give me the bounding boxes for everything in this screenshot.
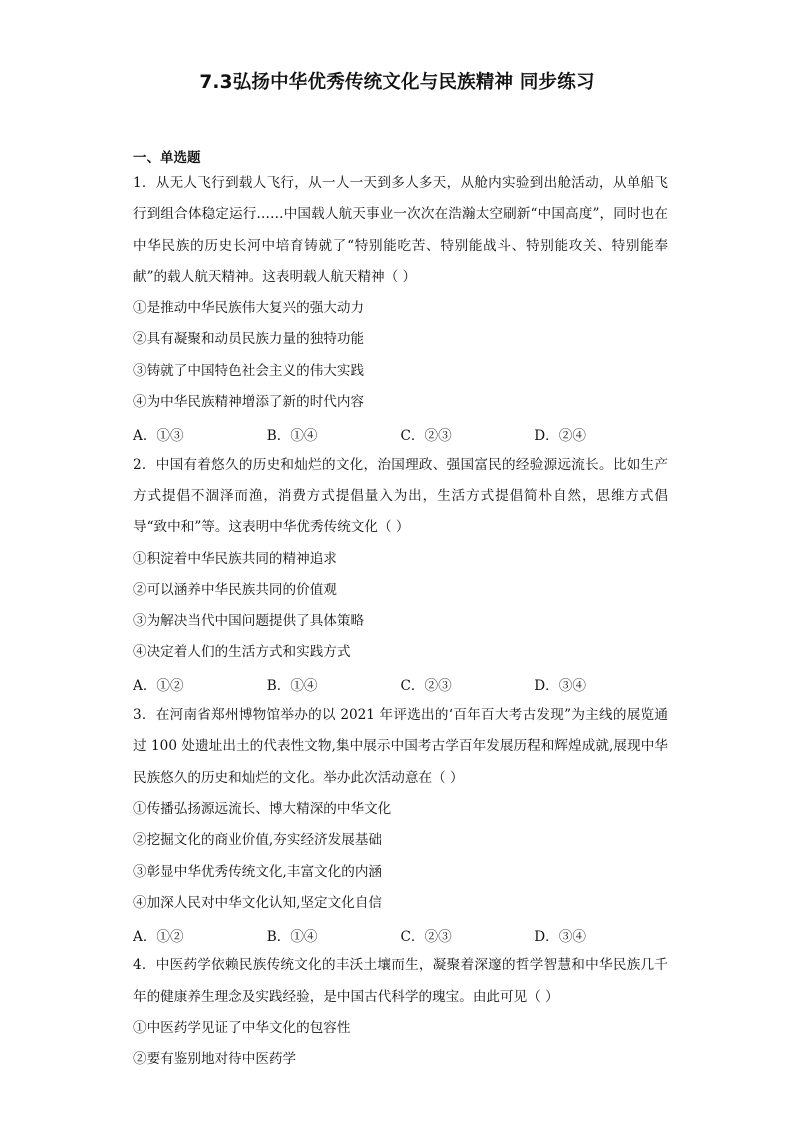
question-stem: 4．中医药学依赖民族传统文化的丰沃土壤而生，凝聚着深邃的哲学智慧和中华民族几千年的健康养生理念及实践经验，是中国古代科学的瑰宝。由此可见（ ） — [133, 957, 668, 1005]
statement-option: ①传播弘扬源远流长、博大精深的中华文化 — [133, 800, 392, 817]
choice-b[interactable]: B．①④ — [266, 678, 318, 695]
statement-option: ②可以涵养中华民族共同的价值观 — [133, 581, 337, 598]
question-1 — [133, 168, 668, 450]
choice-c[interactable]: C．②③ — [400, 928, 452, 945]
choice-b[interactable]: B．①④ — [266, 428, 318, 445]
choice-b[interactable]: B．①④ — [266, 928, 318, 945]
statement-option: ①是推动中华民族伟大复兴的强大动力 — [133, 300, 365, 317]
choice-a[interactable]: A．①② — [133, 928, 184, 945]
statement-option: ①积淀着中华民族共同的精神追求 — [133, 550, 337, 567]
question-stem: 3．在河南省郑州博物馆举办的以 2021 年评选出的‘百年百大考古发现”为主线的展览通过 100 处遗址出土的代表性文物,集中展示中国考古学百年发展历程和辉煌成就,展现中华民族悠久的历史和灿烂的文化。举办此次活动意在（ ） — [133, 707, 668, 786]
question-stem: 1．从无人飞行到载人飞行，从一人一天到多人多天，从舱内实验到出舱活动，从单船飞行到组合体稳定运行……中国载人航天事业一次次在浩瀚太空刷新“中国高度”，同时也在中华民族的历史长河中培育铸就了“特别能吃苦、特别能战斗、特别能攻关、特别能奉献”的载人航天精神。这表明载人航天精神（ ） — [133, 175, 668, 285]
statement-option: ③铸就了中国特色社会主义的伟大实践 — [133, 362, 365, 379]
statement-option: ③为解决当代中国问题提供了具体策略 — [133, 613, 365, 630]
statement-option: ②要有鉴别地对待中医药学 — [133, 1051, 297, 1068]
question-list — [133, 168, 668, 1076]
statement-option: ④加深人民对中华文化认知,坚定文化自信 — [133, 894, 383, 911]
answer-choices — [133, 418, 668, 449]
question-stem: 2．中国有着悠久的历史和灿烂的文化，治国理政、强国富民的经验源远流长。比如生产方式提倡不涸泽而渔，消费方式提倡量入为出，生活方式提倡简朴自然，思维方式倡导“致中和”等。这表明中华优秀传统文化（ ） — [133, 456, 668, 536]
choice-d[interactable]: D．②④ — [534, 428, 586, 445]
page-title: 7.3弘扬中华优秀传统文化与民族精神 同步练习 — [199, 72, 595, 93]
statement-option: ④为中华民族精神增添了新的时代内容 — [133, 394, 365, 411]
statement-option: ③彰显中华优秀传统文化,丰富文化的内涵 — [133, 863, 383, 880]
question-2 — [133, 450, 668, 700]
section-heading: 一、单选题 — [133, 150, 201, 166]
choice-d[interactable]: D．③④ — [534, 678, 586, 695]
question-4 — [133, 950, 668, 1075]
statement-option: ②具有凝聚和动员民族力量的独特功能 — [133, 331, 365, 348]
statement-option: ②挖掘文化的商业价值,夯实经济发展基础 — [133, 832, 383, 849]
statement-option: ①中医药学见证了中华文化的包容性 — [133, 1020, 351, 1037]
choice-c[interactable]: C．②③ — [400, 428, 452, 445]
choice-c[interactable]: C．②③ — [400, 678, 452, 695]
choice-a[interactable]: A．①③ — [133, 428, 184, 445]
choice-a[interactable]: A．①② — [133, 678, 184, 695]
question-3 — [133, 700, 668, 950]
choice-d[interactable]: D．③④ — [534, 928, 586, 945]
answer-choices — [133, 669, 668, 700]
answer-choices — [133, 919, 668, 950]
statement-option: ④决定着人们的生活方式和实践方式 — [133, 644, 351, 661]
